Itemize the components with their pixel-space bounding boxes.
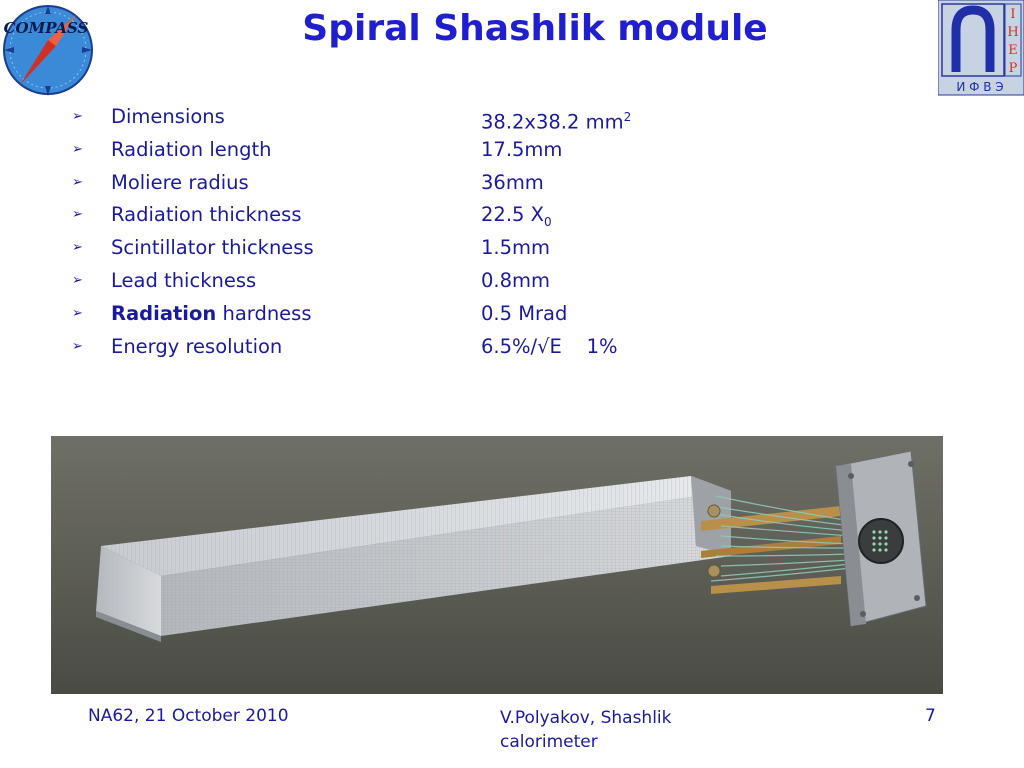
param-label: Moliere radius: [111, 170, 249, 194]
param-value: 38.2x38.2 $mm^2$: [481, 110, 632, 134]
page-number: 7: [925, 706, 936, 726]
footer-date: NA62, 21 October 2010: [88, 706, 289, 726]
param-value: 1.5mm: [481, 236, 551, 260]
arrow-bullet-icon: ➢: [72, 109, 83, 124]
parameter-list: [72, 103, 712, 365]
list-item: [72, 136, 712, 169]
ihep-logo-letter-1: I: [1010, 7, 1016, 22]
param-value: 17.5mm: [481, 137, 563, 161]
param-label: Radiation thickness: [111, 203, 302, 227]
ihep-logo: [938, 0, 1024, 96]
footer-author: V.Polyakov, Shashlik calorimeter: [500, 708, 672, 752]
list-item: [72, 169, 712, 202]
param-label: Radiation hardness: [111, 301, 312, 325]
param-label: Lead thickness: [111, 268, 257, 292]
arrow-bullet-icon: ➢: [72, 305, 83, 321]
param-label: Radiation length: [111, 137, 272, 161]
arrow-bullet-icon: ➢: [72, 338, 83, 354]
compass-logo-text: COMPASS: [3, 19, 89, 37]
param-value: 36mm: [481, 170, 544, 194]
param-value: 6.5%/√E 1%: [481, 334, 618, 358]
list-item: [72, 234, 712, 267]
arrow-bullet-icon: ➢: [72, 174, 83, 190]
list-item: [72, 267, 712, 300]
param-label: Scintillator thickness: [111, 236, 314, 260]
param-label: Energy resolution: [111, 334, 283, 358]
param-value: 0.8mm: [481, 268, 551, 292]
param-label: Dimensions: [111, 105, 225, 128]
ihep-logo-letter-3: E: [1008, 43, 1018, 58]
page-title: Spiral Shashlik module: [302, 8, 768, 49]
arrow-bullet-icon: ➢: [72, 240, 83, 256]
compass-logo: [0, 0, 100, 100]
list-item: [72, 103, 712, 136]
arrow-bullet-icon: ➢: [72, 141, 83, 157]
arrow-bullet-icon: ➢: [72, 272, 83, 288]
list-item: [72, 333, 712, 366]
param-value: 22.5 $X_0$: [481, 203, 552, 230]
arrow-bullet-icon: ➢: [72, 207, 83, 223]
module-photo: [51, 436, 943, 694]
param-value: 0.5 Mrad: [481, 301, 568, 325]
list-item: [72, 201, 712, 234]
ihep-logo-letter-4: P: [1008, 61, 1018, 76]
list-item: [72, 300, 712, 333]
ihep-logo-bottom-text: И Ф В Э: [956, 80, 1004, 94]
ihep-logo-letter-2: H: [1007, 25, 1019, 40]
